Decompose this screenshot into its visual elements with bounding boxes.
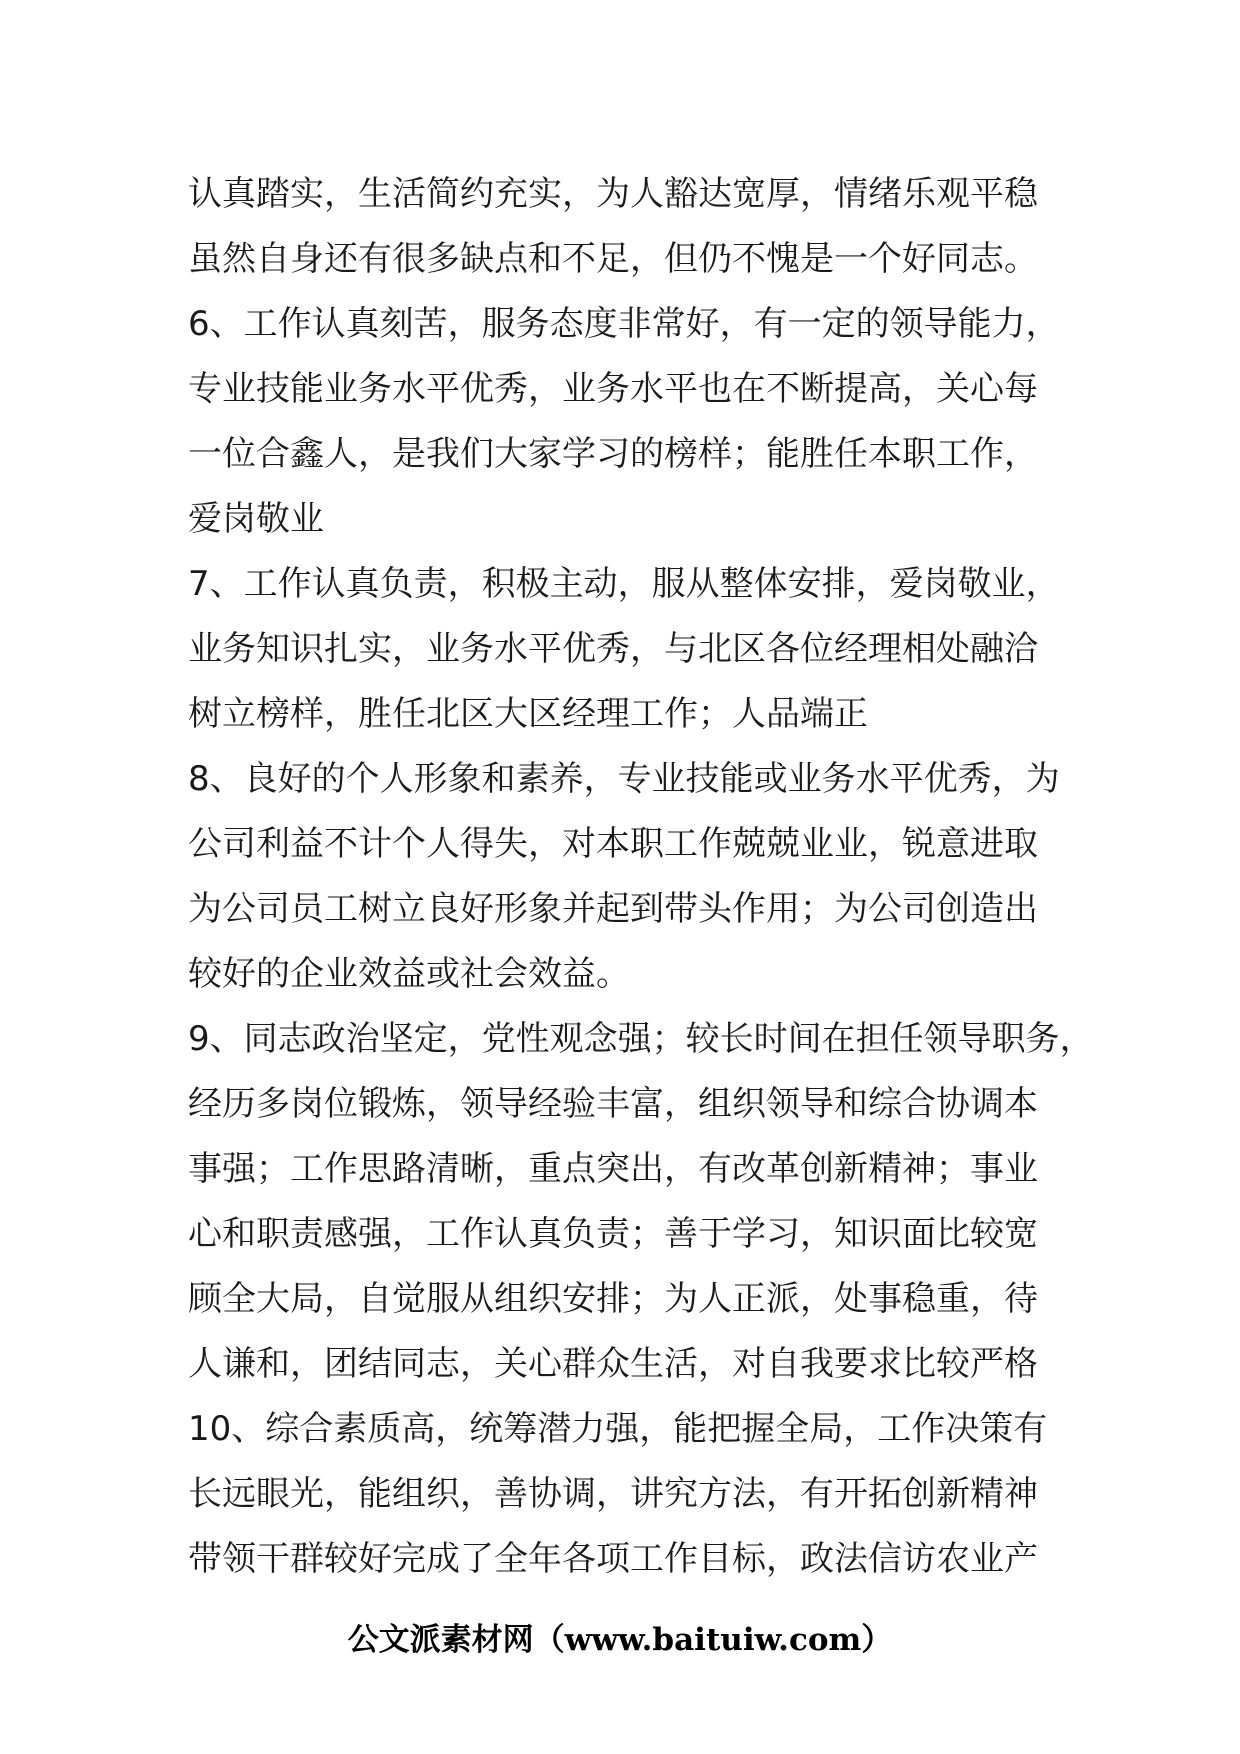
text-line: 人谦和，团结同志，关心群众生活，对自我要求比较严格 (188, 1344, 1038, 1384)
text-line: 认真踏实，生活简约充实，为人豁达宽厚，情绪乐观平稳 (188, 174, 1038, 214)
page-footer: 公文派素材网（www.baituiw.com） (347, 1622, 893, 1658)
text-line: 爱岗敬业 (188, 499, 324, 539)
text-line: 顾全大局，自觉服从组织安排；为人正派，处事稳重，待 (188, 1279, 1038, 1319)
text-line: 9、同志政治坚定，党性观念强；较长时间在担任领导职务， (188, 1019, 1094, 1059)
text-line: 为公司员工树立良好形象并起到带头作用；为公司创造出 (188, 889, 1038, 929)
text-line: 带领干群较好完成了全年各项工作目标，政法信访农业产 (188, 1539, 1038, 1579)
text-line: 专业技能业务水平优秀，业务水平也在不断提高，关心每 (188, 369, 1038, 409)
text-line: 事强；工作思路清晰，重点突出，有改革创新精神；事业 (188, 1149, 1038, 1189)
text-line: 经历多岗位锻炼，领导经验丰富，组织领导和综合协调本 (188, 1084, 1038, 1124)
text-line: 10、综合素质高，统筹潜力强，能把握全局，工作决策有 (188, 1409, 1048, 1449)
text-line: 树立榜样，胜任北区大区经理工作；人品端正 (188, 694, 868, 734)
text-line: 虽然自身还有很多缺点和不足，但仍不愧是一个好同志。 (188, 239, 1038, 279)
text-line: 公司利益不计个人得失，对本职工作兢兢业业，锐意进取 (188, 824, 1038, 864)
document-body (188, 162, 1108, 1592)
text-line: 长远眼光，能组织，善协调，讲究方法，有开拓创新精神 (188, 1474, 1038, 1514)
text-line: 一位合鑫人，是我们大家学习的榜样；能胜任本职工作， (188, 434, 1038, 474)
text-line: 7、工作认真负责，积极主动，服从整体安排，爱岗敬业， (188, 564, 1060, 604)
text-line: 6、工作认真刻苦，服务态度非常好，有一定的领导能力， (188, 304, 1060, 344)
text-line: 较好的企业效益或社会效益。 (188, 954, 630, 994)
text-line: 业务知识扎实，业务水平优秀，与北区各位经理相处融洽 (188, 629, 1038, 669)
text-line: 心和职责感强，工作认真负责；善于学习，知识面比较宽 (188, 1214, 1038, 1254)
text-line: 8、良好的个人形象和素养，专业技能或业务水平优秀，为 (188, 759, 1060, 799)
